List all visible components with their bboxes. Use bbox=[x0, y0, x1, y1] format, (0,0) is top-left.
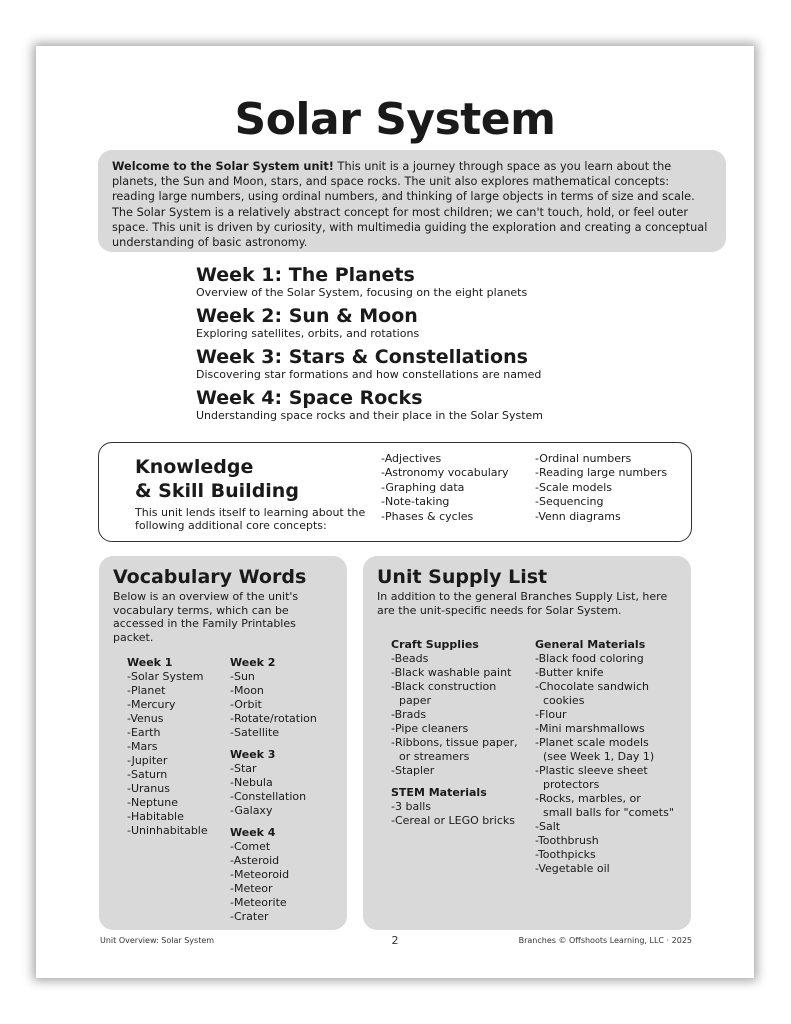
supply-right-col bbox=[535, 638, 674, 876]
vocabulary-box bbox=[99, 556, 347, 930]
supply-item: (see Week 1, Day 1) bbox=[543, 750, 655, 763]
concept-item: -Reading large numbers bbox=[535, 466, 668, 480]
vocab-week1 bbox=[127, 656, 208, 838]
week-title: Week 3: Stars & Constellations bbox=[196, 346, 528, 368]
vocab-term: -Star bbox=[230, 762, 257, 775]
supply-item: -Flour bbox=[535, 708, 567, 721]
vocab-term: -Planet bbox=[127, 684, 166, 697]
vocab-term: -Rotate/rotation bbox=[230, 712, 317, 725]
supply-item: -Rocks, marbles, or bbox=[535, 792, 641, 805]
vocab-term: -Satellite bbox=[230, 726, 280, 739]
knowledge-skill-box bbox=[98, 442, 692, 542]
week-item bbox=[196, 264, 696, 299]
concept-item: -Note-taking bbox=[381, 495, 450, 509]
concept-item: -Adjectives bbox=[381, 452, 442, 465]
week-title: Week 4: Space Rocks bbox=[196, 387, 423, 409]
vocab-term: -Mercury bbox=[127, 698, 176, 711]
supply-left-col bbox=[391, 638, 518, 828]
supply-item: -Plastic sleeve sheet bbox=[535, 764, 648, 777]
vocab-week-heading: Week 3 bbox=[230, 748, 276, 761]
vocab-weeks-2-4 bbox=[230, 656, 317, 924]
concept-item: -Graphing data bbox=[381, 480, 465, 494]
vocab-term: -Mars bbox=[127, 740, 158, 753]
vocab-term: -Solar System bbox=[127, 670, 204, 683]
supply-heading: Craft Supplies bbox=[391, 638, 479, 651]
ksb-desc: This unit lends itself to learning about the following additional core concepts: bbox=[135, 506, 366, 532]
concept-item: -Sequencing bbox=[535, 495, 604, 509]
supply-heading: STEM Materials bbox=[391, 786, 487, 799]
vocab-term: -Orbit bbox=[230, 698, 262, 711]
supply-item: -Toothpicks bbox=[535, 848, 596, 861]
page-number: 2 bbox=[391, 934, 399, 947]
vocab-term: -Nebula bbox=[230, 776, 273, 789]
supply-item: -Salt bbox=[535, 820, 561, 833]
vocab-term: -Asteroid bbox=[230, 854, 280, 867]
concept-item: -Phases & cycles bbox=[381, 509, 474, 523]
vocab-title: Vocabulary Words bbox=[113, 566, 307, 588]
supply-item: -Mini marshmallows bbox=[535, 722, 645, 735]
vocab-term: -Moon bbox=[230, 684, 264, 697]
supply-item: -Black food coloring bbox=[535, 652, 644, 665]
vocab-term: -Uranus bbox=[127, 782, 170, 795]
vocab-term: -Constellation bbox=[230, 790, 307, 803]
supply-item: paper bbox=[399, 694, 431, 707]
supply-item: -Pipe cleaners bbox=[391, 722, 469, 735]
vocab-week-heading: Week 1 bbox=[127, 656, 173, 669]
vocab-term: -Meteoroid bbox=[230, 868, 290, 881]
ksb-title-line1: Knowledge bbox=[135, 456, 254, 478]
vocab-term: -Meteor bbox=[230, 882, 273, 895]
supply-item: -Ribbons, tissue paper, bbox=[391, 736, 518, 749]
supply-item: -Black construction bbox=[391, 680, 497, 693]
weeks-list bbox=[196, 264, 696, 428]
vocab-term: -Saturn bbox=[127, 768, 168, 781]
supply-item: -Vegetable oil bbox=[535, 862, 610, 875]
page-title: Solar System bbox=[234, 94, 556, 145]
concept-item: -Scale models bbox=[535, 480, 613, 494]
supply-item: -Stapler bbox=[391, 764, 435, 777]
footer-unit-label: Unit Overview: Solar System bbox=[100, 936, 215, 945]
week-item bbox=[196, 305, 696, 340]
week-desc: Understanding space rocks and their place in the Solar System bbox=[196, 409, 543, 422]
supply-item: -Toothbrush bbox=[535, 834, 599, 847]
ksb-title-line2: & Skill Building bbox=[135, 480, 299, 502]
concept-item: -Astronomy vocabulary bbox=[381, 466, 509, 480]
vocab-week-heading: Week 4 bbox=[230, 826, 276, 839]
week-title: Week 1: The Planets bbox=[196, 264, 415, 286]
supply-item: or streamers bbox=[399, 750, 470, 763]
supply-list-box bbox=[363, 556, 691, 930]
supply-item: -Cereal or LEGO bricks bbox=[391, 814, 515, 827]
vocab-term: -Venus bbox=[127, 712, 164, 725]
vocab-term: -Jupiter bbox=[127, 754, 168, 767]
week-desc: Discovering star formations and how constellations are named bbox=[196, 368, 542, 381]
vocab-term: -Neptune bbox=[127, 796, 178, 809]
ksb-title bbox=[135, 455, 299, 503]
intro-bold: Welcome to the Solar System unit! bbox=[112, 160, 334, 173]
week-item bbox=[196, 387, 696, 422]
supply-item: cookies bbox=[543, 694, 585, 707]
concept-item: -Venn diagrams bbox=[535, 509, 621, 523]
vocab-week-heading: Week 2 bbox=[230, 656, 276, 669]
vocab-intro: Below is an overview of the unit's vocabulary terms, which can be accessed in the Family Printables packet. bbox=[113, 590, 299, 644]
supply-item: protectors bbox=[543, 778, 600, 791]
supply-item: -Butter knife bbox=[535, 666, 604, 679]
vocab-term: -Comet bbox=[230, 840, 271, 853]
week-desc: Exploring satellites, orbits, and rotations bbox=[196, 327, 420, 340]
vocab-term: -Sun bbox=[230, 670, 255, 683]
vocab-term: -Uninhabitable bbox=[127, 824, 208, 837]
ksb-concepts-col1 bbox=[381, 452, 509, 524]
supply-item: -Black washable paint bbox=[391, 666, 512, 679]
supply-item: -Brads bbox=[391, 708, 427, 721]
vocab-term: -Meteorite bbox=[230, 896, 287, 909]
intro-box bbox=[98, 150, 726, 252]
week-title: Week 2: Sun & Moon bbox=[196, 305, 418, 327]
supply-item: -3 balls bbox=[391, 800, 432, 813]
ksb-concepts-col2 bbox=[535, 452, 667, 524]
supply-title: Unit Supply List bbox=[377, 566, 548, 588]
supply-intro: In addition to the general Branches Supply List, here are the unit-specific needs for Solar System. bbox=[377, 590, 668, 617]
concept-item: -Ordinal numbers bbox=[535, 452, 632, 465]
intro-text: This unit is a journey through space as you learn about the planets, the Sun and Moon, stars, and space rocks. The unit also explores mathematical concepts: reading large numbers, using ordinal numbers, and thinking of large objects in terms of size and scale. The Solar System is a relatively abstract concept for most children; we can't touch, hold, or feel outer space. This unit is driven by curiosity, with multimedia guiding the exploration and creating a conceptual understanding of basic astronomy. bbox=[112, 160, 708, 250]
document-page bbox=[36, 46, 754, 978]
week-item bbox=[196, 346, 696, 381]
week-desc: Overview of the Solar System, focusing on the eight planets bbox=[196, 286, 528, 299]
footer-copyright: Branches © Offshoots Learning, LLC · 2025 bbox=[518, 936, 692, 945]
supply-item: -Beads bbox=[391, 652, 429, 665]
vocab-term: -Crater bbox=[230, 910, 269, 923]
vocab-term: -Earth bbox=[127, 726, 161, 739]
supply-item: -Chocolate sandwich bbox=[535, 680, 650, 693]
vocab-term: -Galaxy bbox=[230, 804, 273, 817]
supply-item: -Planet scale models bbox=[535, 736, 649, 749]
supply-item: small balls for "comets" bbox=[543, 806, 674, 819]
supply-heading: General Materials bbox=[535, 638, 646, 651]
vocab-term: -Habitable bbox=[127, 810, 184, 823]
